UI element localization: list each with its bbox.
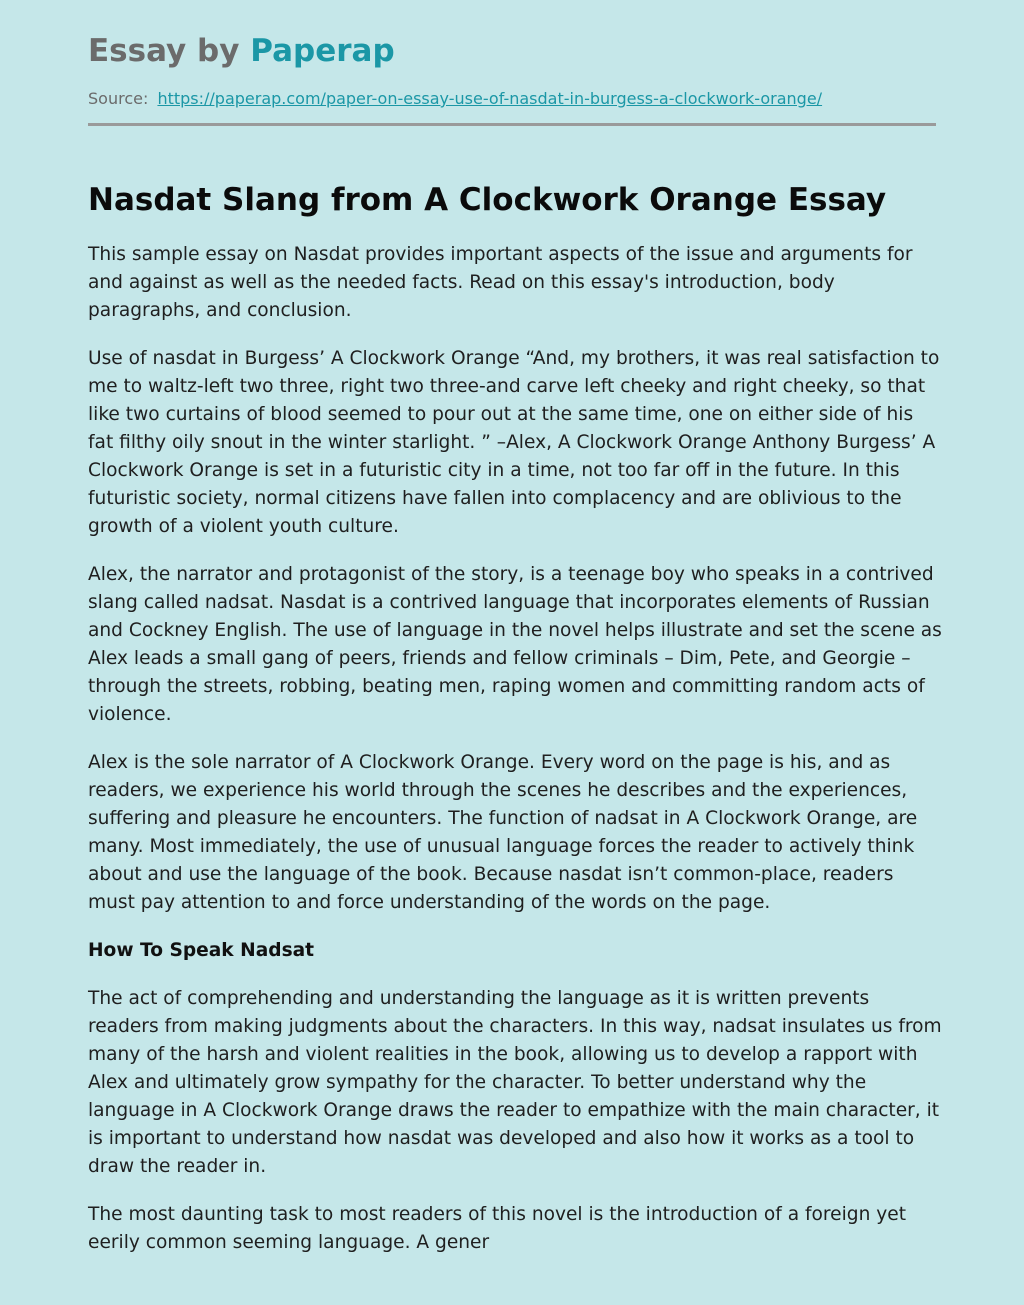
essay-body <box>88 241 943 1277</box>
paragraph-4: Alex is the sole narrator of A Clockwork Orange. Every word on the page is his, and as readers, we experience his world through the scenes he describes and the experiences, suffering and pleasure he encounters. The function of nadsat in A Clockwork Orange, are many. Most immediately, the use of unusual language forces the reader to actively think about and use the language of the book. Because nasdat isn’t common-place, readers must pay attention to and force understanding of the words on the page. <box>88 752 918 913</box>
paragraph-6: The most daunting task to most readers of this novel is the introduction of a foreign yet eerily common seeming language. A gener <box>88 1204 907 1253</box>
brand-name: Paperap <box>250 33 395 69</box>
paragraph-1: This sample essay on Nasdat provides important aspects of the issue and arguments for and against as well as the needed facts. Read on this essay's introduction, body paragraphs, and conclusion. <box>88 244 913 321</box>
brand-prefix: Essay by <box>88 33 251 69</box>
paragraph-5: The act of comprehending and understanding the language as it is written prevents readers from making judgments about the characters. In this way, nadsat insulates us from many of the harsh and violent realities in the book, allowing us to develop a rapport with Alex and ultimately grow sympathy for the character. To better understand why the language in A Clockwork Orange draws the reader to empathize with the main character, it is important to understand how nasdat was developed and also how it works as a tool to draw the reader in. <box>88 988 942 1177</box>
site-brand[interactable] <box>88 30 395 72</box>
paragraph-2: Use of nasdat in Burgess’ A Clockwork Orange “And, my brothers, it was real satisfaction to me to waltz-left two three, right two three-and carve left cheeky and right cheeky, so that like two curtains of blood seemed to pour out at the same time, one on either side of his fat filthy oily snout in the winter starlight. ” –Alex, A Clockwork Orange Anthony Burgess’ A Clockwork Orange is set in a futuristic city in a time, not too far off in the future. In this futuristic society, normal citizens have fallen into complacency and are oblivious to the growth of a violent youth culture. <box>88 348 940 537</box>
paragraph-3: Alex, the narrator and protagonist of the story, is a teenage boy who speaks in a contrived slang called nadsat. Nasdat is a contrived language that incorporates elements of Russian and Cockney English. The use of language in the novel helps illustrate and set the scene as Alex leads a small gang of peers, friends and fellow criminals – Dim, Pete, and Georgie – through the streets, robbing, beating men, raping women and committing random acts of violence. <box>88 564 942 725</box>
section-heading: How To Speak Nadsat <box>88 940 315 961</box>
essay-title: Nasdat Slang from A Clockwork Orange Essay <box>88 182 887 218</box>
header-divider <box>88 123 936 126</box>
source-label: Source: <box>88 89 149 108</box>
source-link[interactable]: https://paperap.com/paper-on-essay-use-of-nasdat-in-burgess-a-clockwork-orange/ <box>157 89 823 108</box>
source-line <box>88 88 822 110</box>
